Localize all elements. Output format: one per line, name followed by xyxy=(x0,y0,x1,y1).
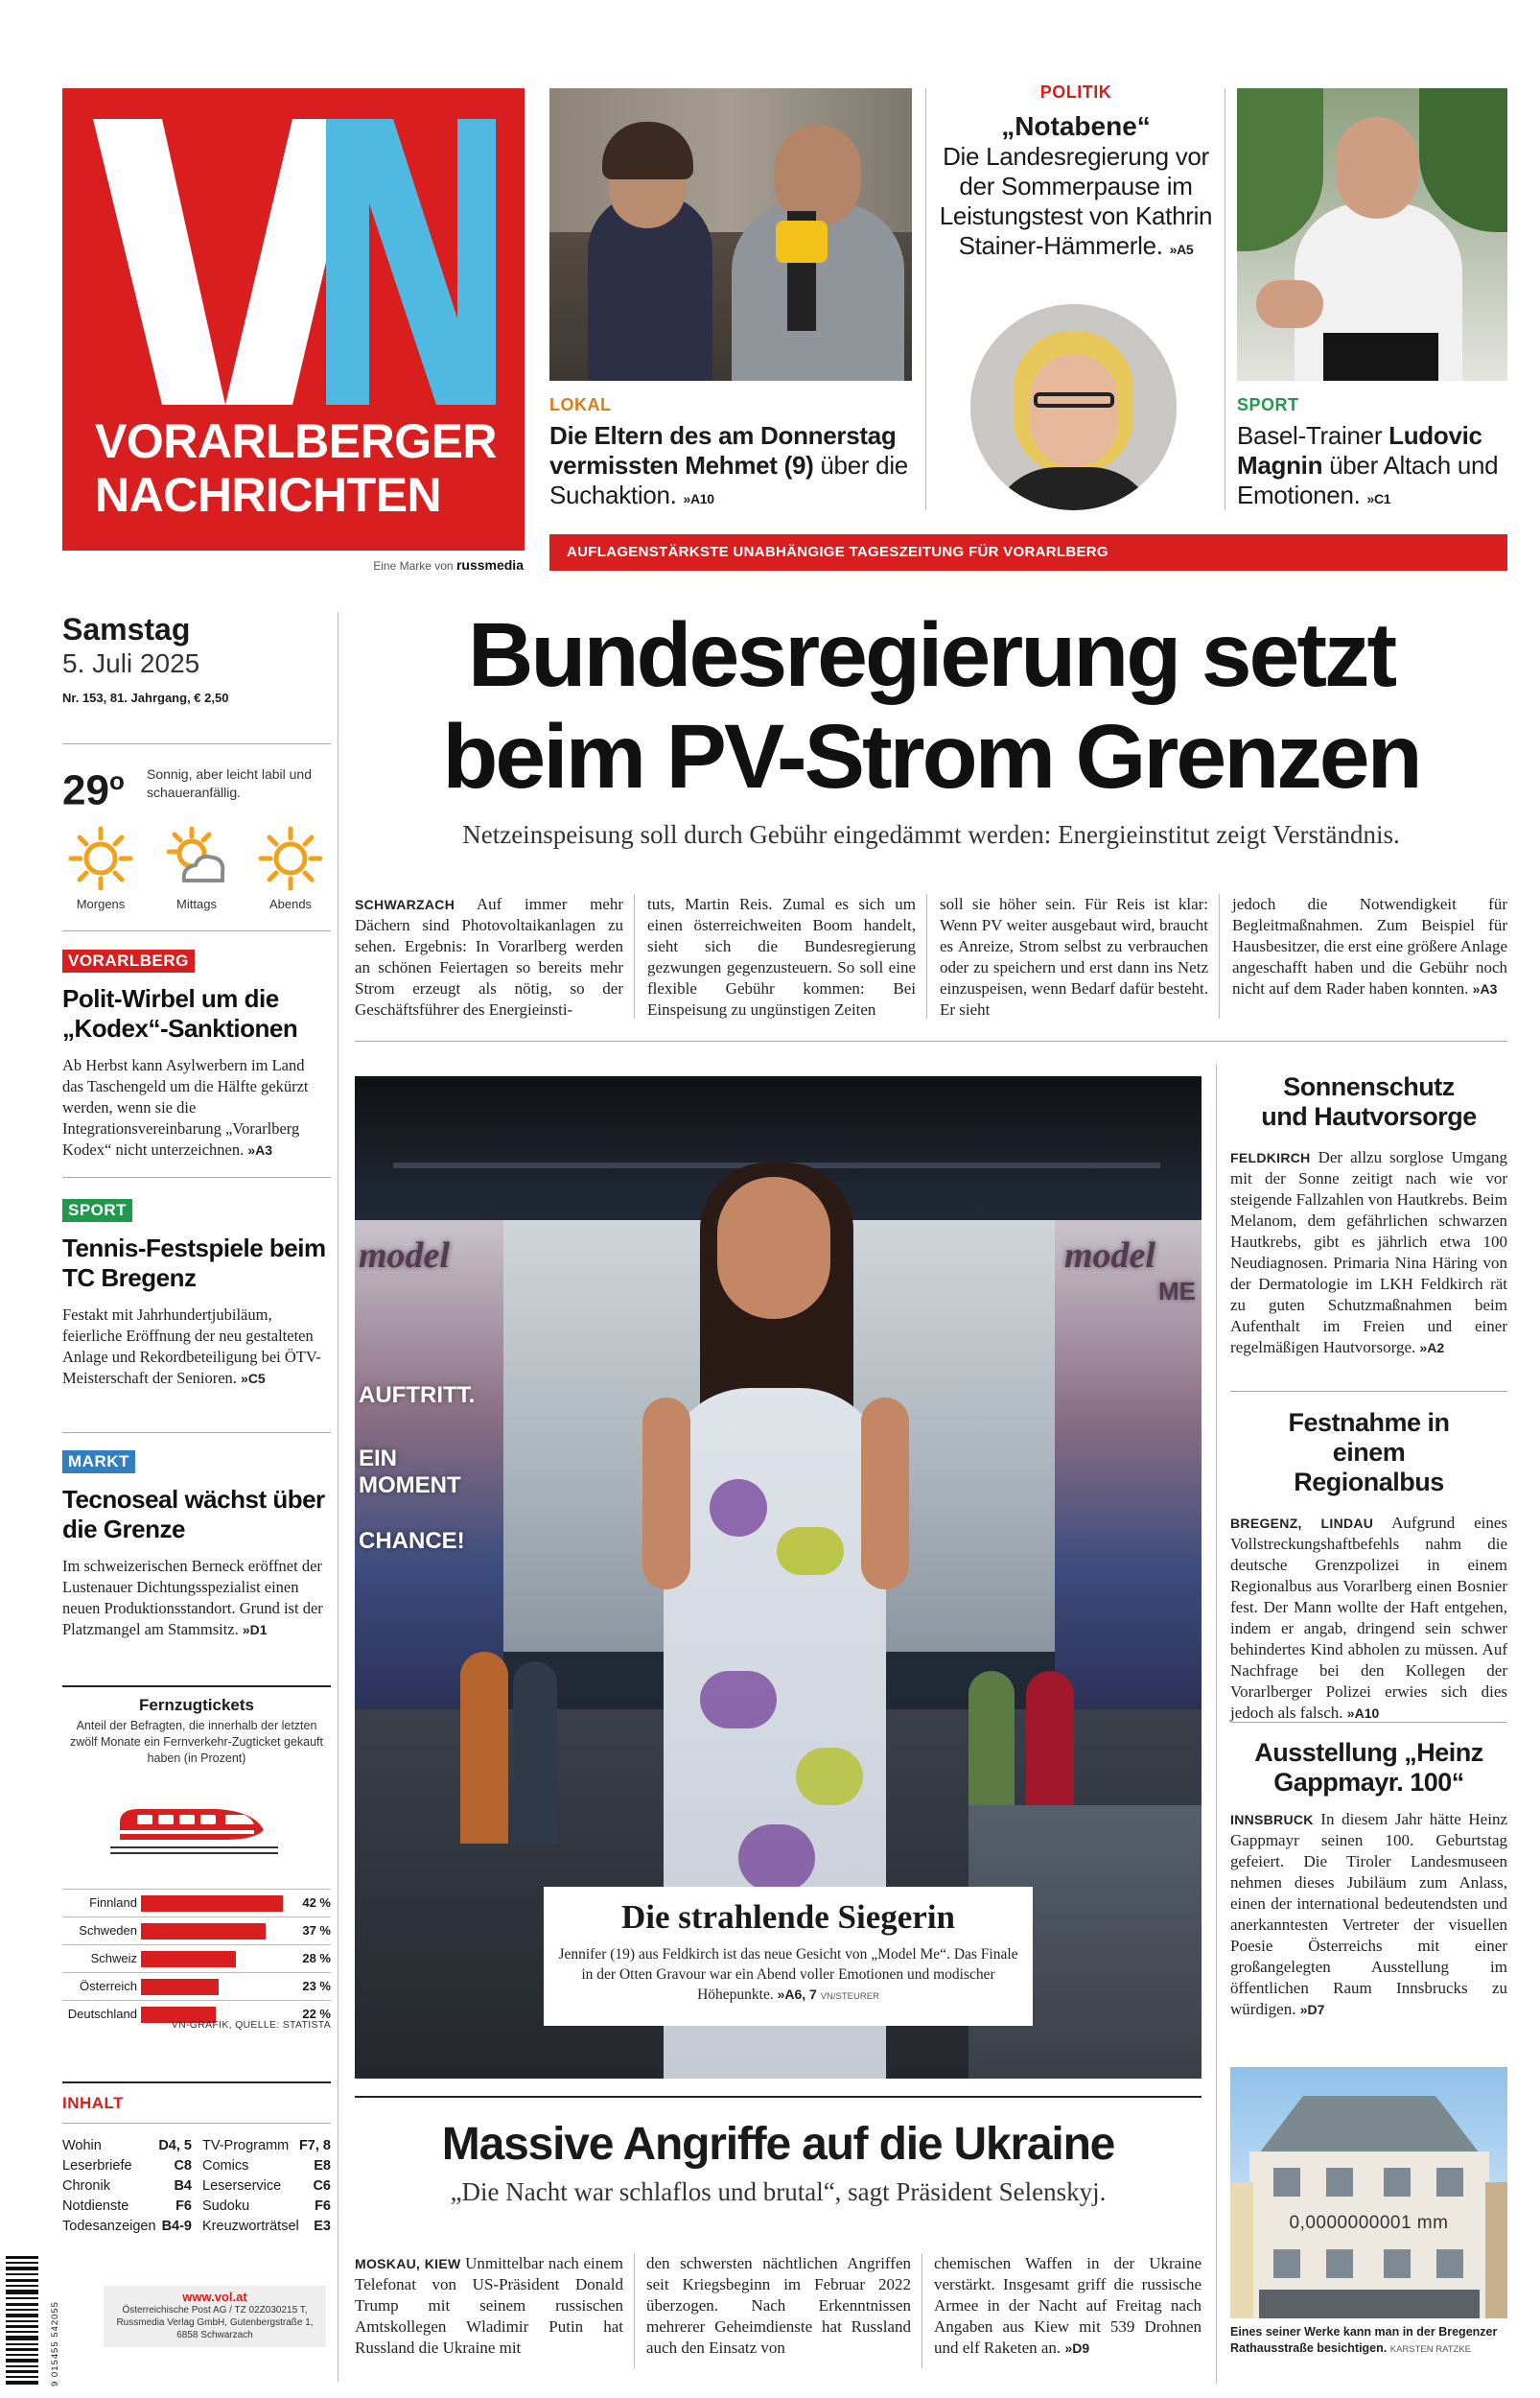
issue-info: Nr. 153, 81. Jahrgang, € 2,50 xyxy=(62,691,229,705)
contents-left xyxy=(62,2136,192,2237)
barcode-number: 9 015455 542055 xyxy=(50,2301,60,2386)
chart-row xyxy=(62,1916,331,1944)
lead-col-2: tuts, Martin Reis. Zumal es sich um einen österreichweiten Boom handelt, sieht sich die Bundesregierung gezwungen gegenzusteuern. So soll eine flexible Gebühr kommen: Bei Einspeisung zu ungünstigen Zeiten xyxy=(647,895,916,1019)
weather-slot-morning: Morgens xyxy=(62,825,139,911)
contents-right xyxy=(202,2136,331,2237)
lead-body xyxy=(355,894,1507,1026)
left-story-markt[interactable] xyxy=(62,1450,329,1640)
right-story-festnahme[interactable] xyxy=(1230,1408,1507,1724)
contents-page: D4, 5 xyxy=(158,2138,192,2153)
parents-photo[interactable] xyxy=(549,88,912,381)
chart-title: Fernzugtickets xyxy=(139,1696,254,1714)
lead-col-1: SCHWARZACH Auf immer mehr Dächern sind Photovoltaikanlagen zu sehen. Ergebnis: In Vorarlberg werden an schönen Feiertagen so bereits mehr Strom erzeugt als nötig, so der Geschäftsführer des Energieinsti- xyxy=(355,895,623,1019)
teaser-text: Die Eltern des am Donnerstag vermissten Mehmet (9) über die Suchaktion. »A10 xyxy=(549,421,908,509)
lead-col-3: soll sie höher sein. Für Reis ist klar: Wenn PV weiter ausgebaut wird, braucht es Anreize, Strom selbst zu verbrauchen oder zu speichern und erst dann ins Netz einzuspeisen, wenn Bedarf dafür besteht. Er sieht xyxy=(940,895,1208,1019)
second-col-3: chemischen Waffen in der Ukraine verstärkt. Insgesamt griff die russische Armee in der Nacht auf Freitag nach Angaben aus Kiew mit 539 Drohnen und elf Raketen an. »D9 xyxy=(934,2254,1202,2357)
contents-page: E8 xyxy=(314,2158,331,2174)
teaser-politik[interactable] xyxy=(938,82,1214,265)
contents-box xyxy=(62,2094,331,2234)
story-title: Ausstellung „Heinz Gappmayr. 100“ xyxy=(1254,1738,1483,1797)
contents-entry[interactable] xyxy=(202,2136,331,2156)
contents-label: Notdienste xyxy=(62,2198,129,2214)
right-story-sonnenschutz[interactable] xyxy=(1230,1072,1507,1358)
contents-label: Kreuzworträtsel xyxy=(202,2219,299,2234)
backdrop-text-left: model AUFTRITT. EIN MOMENT CHANCE! xyxy=(359,1235,476,1554)
chart-bar xyxy=(141,1951,236,1967)
photo-title: Die strahlende Siegerin xyxy=(620,1898,956,1936)
contents-entry[interactable] xyxy=(62,2156,192,2176)
story-text: INNSBRUCK In diesem Jahr hätte Heinz Gappmayr seinen 100. Geburtstag gefeiert. Die Tiroler Landesmuseen nehmen dieses Jubiläum zum Anlass, einen der international bedeutendsten und anerkanntesten Vertreter der visuellen Poesie Österreichs mit einer großangelegten Ausstellung im öffentlichen Raum Innsbrucks zu würdigen. »D7 xyxy=(1230,1810,1507,2018)
chart-category-label: Schweiz xyxy=(90,1951,137,1965)
train-icon xyxy=(110,1794,283,1861)
chart-category-label: Schweden xyxy=(79,1923,137,1938)
chart-value-label: 22 % xyxy=(302,2007,331,2021)
contents-page: F7, 8 xyxy=(298,2138,331,2153)
contents-label: Leserbriefe xyxy=(62,2158,132,2174)
contents-entry[interactable] xyxy=(202,2176,331,2197)
second-lead[interactable] xyxy=(355,2118,1202,2208)
lead-subhead: Netzeinspeisung soll durch Gebühr eingedämmt werden: Energieinstitut zeigt Verständnis. xyxy=(462,820,1400,849)
chart-value-label: 23 % xyxy=(302,1979,331,1993)
contents-title: INHALT xyxy=(62,2094,125,2112)
contents-label: Leserservice xyxy=(202,2178,282,2194)
teaser-text: Die Landesregierung vor der Sommerpause im Leistungstest von Kathrin Stainer-Hämmerle. »A5 xyxy=(939,142,1213,260)
building-caption: Eines seiner Werke kann man in der Bregenzer Rathausstraße besichtigen. KARSTEN RATZKE xyxy=(1230,2325,1498,2355)
contents-page: B4-9 xyxy=(161,2219,192,2234)
chart-row xyxy=(62,1944,331,1972)
contents-label: Todesanzeigen xyxy=(62,2219,156,2234)
contents-page: C6 xyxy=(313,2178,331,2194)
temperature: 29$^o$ xyxy=(62,766,125,814)
story-title: Tennis-Festspiele beim TC Bregenz xyxy=(62,1234,326,1292)
masthead-name: VORARLBERGER NACHRICHTEN xyxy=(95,414,498,522)
brand-note: Eine Marke von russmedia xyxy=(373,557,524,573)
backdrop-text-right: model ME xyxy=(1064,1235,1196,1305)
story-title: Polit-Wirbel um die „Kodex“-Sanktionen xyxy=(62,984,298,1043)
story-text: Festakt mit Jahrhundertjubiläum, feierliche Eröffnung der neu gestalteten Anlage und Rekordbeteiligung bei ÖTV-Meisterschaft der Senioren. »C5 xyxy=(62,1305,321,1387)
teaser-lokal[interactable] xyxy=(549,395,912,514)
contents-label: Wohin xyxy=(62,2138,102,2153)
story-text: Ab Herbst kann Asylwerbern im Land das Taschengeld um die Hälfte gekürzt werden, wenn sie die Integrationsvereinbarung „Vorarlberg Kodex“ nicht unterzeichnen. »A3 xyxy=(62,1056,309,1159)
imprint: www.vol.at Österreichische Post AG / TZ 02Z030215 T, Russmedia Verlag GmbH, Gutenbergstraße 1, 6858 Schwarzach xyxy=(104,2286,326,2347)
contents-page: F6 xyxy=(315,2198,331,2214)
weather-box xyxy=(62,758,331,921)
contents-entry[interactable] xyxy=(202,2217,331,2237)
sun-icon xyxy=(67,825,134,892)
contents-entry[interactable] xyxy=(62,2176,192,2197)
chart-bar xyxy=(141,1979,219,1995)
bar-chart xyxy=(62,1696,331,2043)
chart-source: VN-GRAFIK, QUELLE: STATISTA xyxy=(171,2019,331,2031)
weather-slot-evening: Abends xyxy=(252,825,329,911)
chart-category-label: Finnland xyxy=(89,1895,137,1910)
teaser-title: „Notabene“ xyxy=(1001,111,1151,141)
contents-label: TV-Programm xyxy=(202,2138,290,2153)
date: 5. Juli 2025 xyxy=(62,648,200,678)
teaser-text: Basel-Trainer Ludovic Magnin über Altach und Emotionen. »C1 xyxy=(1237,421,1499,509)
section-tag: SPORT xyxy=(62,1199,132,1222)
teaser-kicker: LOKAL xyxy=(549,395,612,414)
left-story-vorarlberg[interactable] xyxy=(62,950,329,1161)
second-body xyxy=(355,2253,1202,2368)
story-title: Tecnoseal wächst über die Grenze xyxy=(62,1485,325,1543)
contents-entry[interactable] xyxy=(62,2197,192,2217)
barcode xyxy=(6,2256,60,2386)
chart-category-label: Österreich xyxy=(80,1979,137,1993)
chart-row xyxy=(62,1972,331,2000)
chart-bar xyxy=(141,1923,266,1940)
contents-page: B4 xyxy=(174,2178,192,2194)
left-story-sport[interactable] xyxy=(62,1199,329,1389)
teaser-kicker: SPORT xyxy=(1237,395,1299,414)
contents-label: Sudoku xyxy=(202,2198,250,2214)
lead-headline: Bundesregierung setzt beim PV-Strom Grenzen xyxy=(442,604,1420,808)
coach-photo[interactable] xyxy=(1237,88,1507,381)
contents-entry[interactable] xyxy=(202,2156,331,2176)
contents-page: F6 xyxy=(175,2198,192,2214)
barcode-icon xyxy=(6,2256,50,2386)
dateline xyxy=(62,612,331,705)
second-col-1: MOSKAU, KIEW Unmittelbar nach einem Telefonat von US-Präsident Donald Trump mit seinem russischen Amtskollegen Wladimir Putin hat Russland die Ukraine mit xyxy=(355,2254,623,2357)
website-url[interactable]: www.vol.at xyxy=(182,2290,247,2304)
teaser-kicker: POLITIK xyxy=(1039,82,1112,102)
columnist-portrait[interactable] xyxy=(970,304,1177,510)
story-title: Festnahme in einem Regionalbus xyxy=(1288,1408,1450,1496)
sun-icon xyxy=(257,825,324,892)
sun-cloud-icon xyxy=(163,825,230,892)
chart-value-label: 28 % xyxy=(302,1951,331,1965)
teaser-sport[interactable] xyxy=(1237,395,1515,514)
contents-page: C8 xyxy=(174,2158,192,2174)
lead-col-4: jedoch die Notwendigkeit für Begleitmaßnahmen. Zum Beispiel für Hausbesitzer, die erst eine größere Anlage angeschafft haben und die Gebühr noch nicht auf dem Rader haben konnten. »A3 xyxy=(1232,895,1507,998)
chart-row xyxy=(62,1889,331,1916)
chart-category-label: Deutschland xyxy=(67,2007,137,2021)
section-tag: MARKT xyxy=(62,1450,135,1473)
tagline-bar: AUFLAGENSTÄRKSTE UNABHÄNGIGE TAGESZEITUNG FÜR VORARLBERG xyxy=(549,534,1507,571)
section-tag: VORARLBERG xyxy=(62,950,195,973)
contents-label: Chronik xyxy=(62,2178,110,2194)
weather-desc: Sonnig, aber leicht labil und schaueranfällig. xyxy=(147,766,313,800)
chart-subtitle: Anteil der Befragten, die innerhalb der letzten zwölf Monate ein Fernverkehr-Zugticket gekauft haben (in Prozent) xyxy=(70,1719,324,1765)
weather-slot-midday: Mittags xyxy=(158,825,235,911)
contents-label: Comics xyxy=(202,2158,249,2174)
contents-entry[interactable] xyxy=(62,2217,192,2237)
contents-entry[interactable] xyxy=(62,2136,192,2156)
story-text: BREGENZ, LINDAU Aufgrund eines Vollstreckungshaftbefehls nahm die deutsche Grenzpolizei in einem Regionalbus aus Vorarlberg einen Bosnier fest. Der Mann wollte der Haft entgehen, indem er angab, dringend sein schwer behindertes Kind abholen zu müssen. Auf Nachfrage bei den Kollegen der Vorarlberger Polizei erwies sich dies jedoch als falsch. »A10 xyxy=(1230,1514,1507,1722)
facade-text: 0,0000000001 mm xyxy=(1289,2213,1449,2233)
chart-value-label: 37 % xyxy=(302,1923,331,1938)
photo-caption-box xyxy=(544,1887,1033,2026)
weekday: Samstag xyxy=(62,612,191,647)
story-text: FELDKIRCH Der allzu sorglose Umgang mit der Sonne zeitigt nach wie vor steigende Fallzahlen von Hautkrebs. Beim Melanom, dem gefährlichen schwarzen Hautkrebs, gibt es jährlich etwa 100 Neudiagnosen. Primaria Nina Häring von der Dermatologie im LKH Feldkirch rät zu guten Schutzmaßnahmen beim Aufenthalt im Freien und einer regelmäßigen Hautvorsorge. »A2 xyxy=(1230,1148,1507,1356)
right-story-ausstellung[interactable] xyxy=(1230,1738,1507,2020)
second-headline: Massive Angriffe auf die Ukraine xyxy=(441,2119,1115,2170)
photo-caption: Jennifer (19) aus Feldkirch ist das neue Gesicht von „Model Me“. Das Finale in der Otten Gravour war ein Abend voller Emotionen und modischer Höhepunkte. »A6, 7 VN/STEURER xyxy=(558,1946,1018,2003)
story-text: Im schweizerischen Berneck eröffnet der Lustenauer Dichtungsspezialist einen neuen Produktionsstandort. Grund ist der Platzmangel am Stammsitz. »D1 xyxy=(62,1557,323,1638)
contents-page: E3 xyxy=(314,2219,331,2234)
lead-story[interactable] xyxy=(355,604,1507,852)
chart-rows xyxy=(62,1889,331,2021)
building-photo[interactable] xyxy=(1230,2067,1507,2318)
masthead-logo[interactable] xyxy=(62,88,525,551)
chart-bar xyxy=(141,1895,283,1912)
contents-entry[interactable] xyxy=(202,2197,331,2217)
second-subhead: „Die Nacht war schlaflos und brutal“, sagt Präsident Selenskyj. xyxy=(450,2177,1107,2206)
story-title: Sonnenschutz und Hautvorsorge xyxy=(1261,1072,1477,1131)
chart-value-label: 42 % xyxy=(302,1895,331,1910)
second-col-2: den schwersten nächtlichen Angriffen seit Kriegsbeginn im Februar 2022 überzogen. Nach Erkenntnissen mehrerer Geheimdienste hat Russland auch den Einsatz von xyxy=(646,2254,911,2357)
